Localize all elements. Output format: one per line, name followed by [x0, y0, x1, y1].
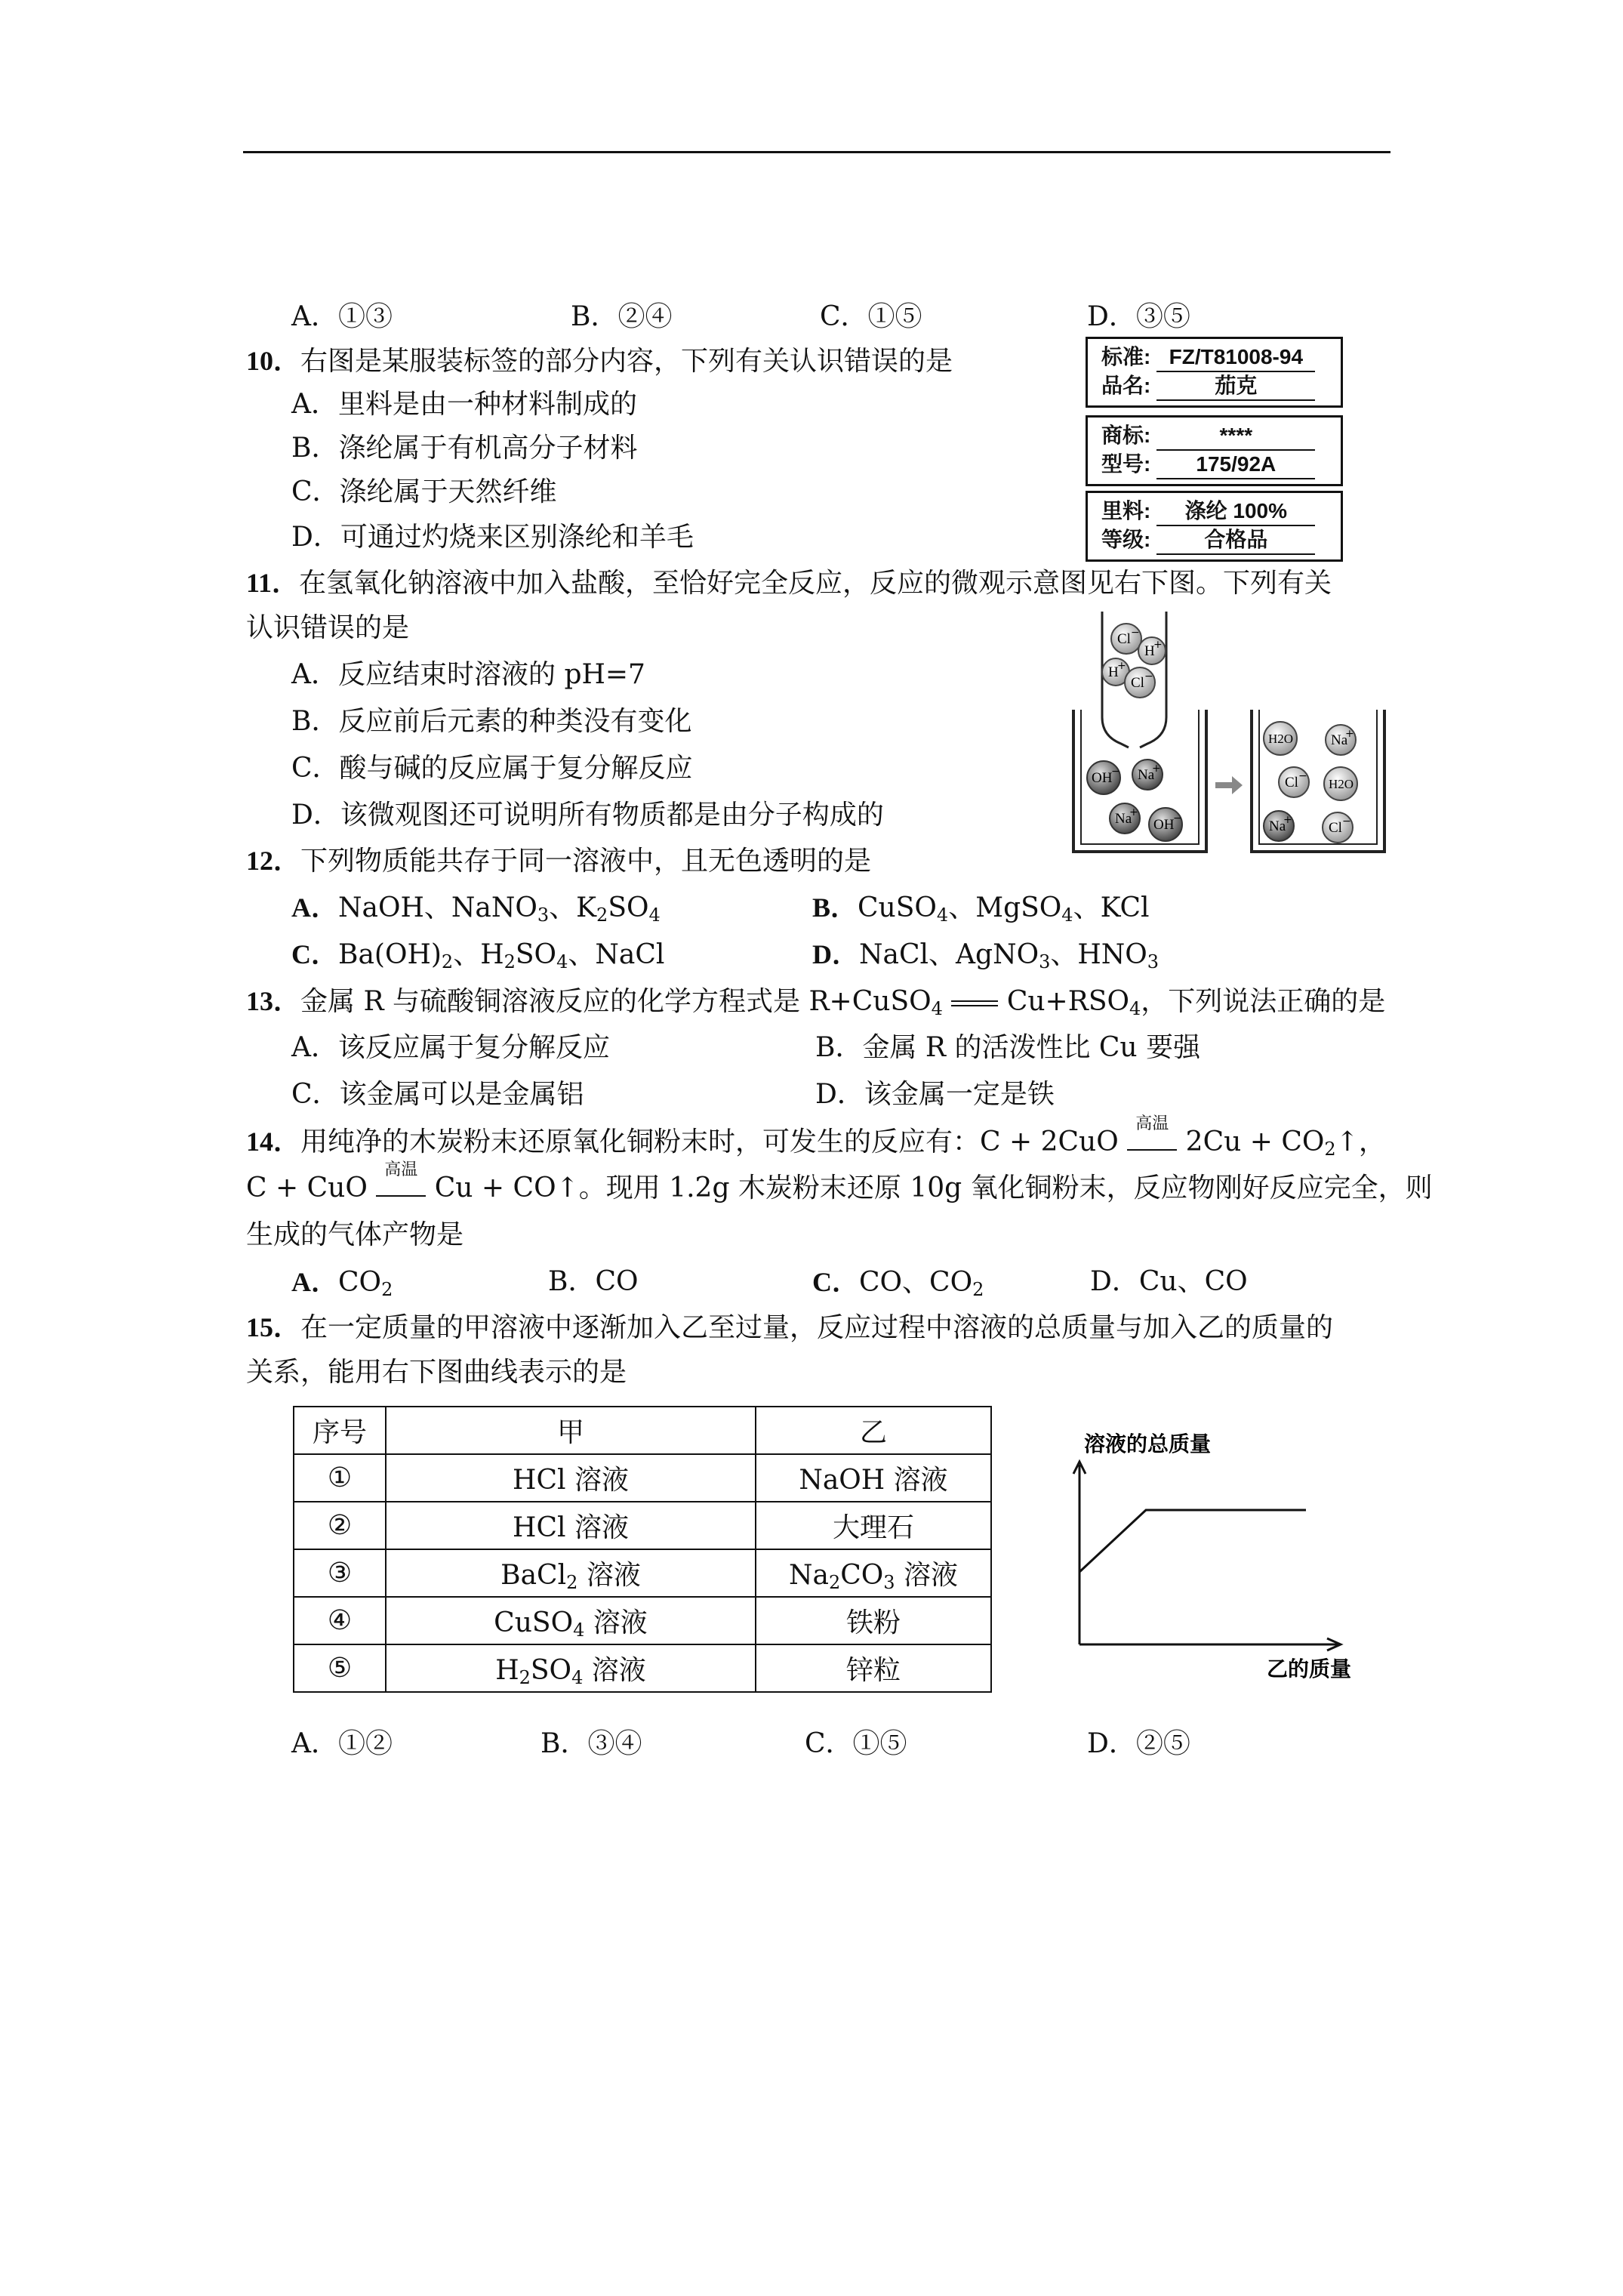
mass-graph	[1057, 1419, 1374, 1691]
q13-option-a[interactable]: A．该反应属于复分解反应	[291, 1032, 610, 1063]
q9-option-a[interactable]: A．①③	[291, 301, 393, 332]
molecule-label-h2o: H2O	[1268, 732, 1294, 746]
charge-minus: −	[1131, 627, 1140, 639]
neutralization-diagram	[1064, 604, 1389, 861]
charge-minus: −	[1111, 766, 1120, 778]
q13-option-d[interactable]: D．该金属一定是铁	[815, 1079, 1055, 1110]
table-row	[294, 1549, 991, 1597]
table-header: 甲	[386, 1407, 756, 1454]
reaction-condition: 高温	[376, 1180, 426, 1197]
table-cell: ③	[294, 1549, 386, 1597]
q10-stem: 10．右图是某服装标签的部分内容，下列有关认识错误的是	[246, 346, 953, 377]
table-cell: 锌粒	[756, 1644, 991, 1692]
clothing-label-box-1	[1086, 337, 1343, 408]
molecule-label-h2o: H2O	[1329, 777, 1354, 791]
q13-option-b[interactable]: B．金属 R 的活泼性比 Cu 要强	[815, 1032, 1201, 1063]
q14-line1: 14．用纯净的木炭粉末还原氧化铜粉末时，可发生的反应有：C + 2CuO 高温 $2Cu + CO_2↑$，	[246, 1114, 1386, 1160]
table-cell: ②	[294, 1502, 386, 1549]
q12-option-d[interactable]: D．NaCl、AgNO$_3$、$HNO_3$	[812, 939, 1160, 972]
clothing-label-box-3	[1086, 491, 1343, 562]
label-lining: 里料: 涤纶 100%	[1101, 498, 1315, 525]
ion-label-cl: Cl	[1285, 775, 1298, 791]
charge-plus: +	[1153, 639, 1163, 651]
table-cell: BaCl$_2$ 溶液	[386, 1549, 756, 1597]
q15-option-d[interactable]: D．②⑤	[1087, 1728, 1190, 1759]
table-cell: $Na_2CO_3$ 溶液	[756, 1549, 991, 1597]
q15-stem-line1: 15．在一定质量的甲溶液中逐渐加入乙至过量，反应过程中溶液的总质量与加入乙的质量的	[246, 1312, 1334, 1343]
table-row	[294, 1597, 991, 1644]
ion-label-h: H	[1144, 643, 1155, 659]
table-row	[294, 1454, 991, 1502]
q14-option-a[interactable]: A．$CO_2$	[291, 1267, 393, 1300]
table-header: 乙	[756, 1407, 991, 1454]
q11-stem-line1: 11．在氢氧化钠溶液中加入盐酸，至恰好完全反应，反应的微观示意图见右下图。下列有关	[246, 568, 1332, 599]
ion-label-cl: Cl	[1131, 675, 1144, 691]
q10-option-d[interactable]: D．可通过灼烧来区别涤纶和羊毛	[291, 522, 694, 553]
ion-label-oh: OH	[1092, 770, 1113, 786]
charge-plus: +	[1129, 806, 1138, 818]
charge-plus: +	[1283, 814, 1292, 826]
ion-label-na: Na	[1331, 732, 1348, 748]
table-row	[294, 1644, 991, 1692]
q14-option-d[interactable]: D．Cu、CO	[1090, 1266, 1248, 1297]
table-cell: ⑤	[294, 1644, 386, 1692]
clothing-label-box-2	[1086, 415, 1343, 486]
reaction-condition: 高温	[1127, 1134, 1177, 1151]
q15-stem-line2: 关系，能用右下图曲线表示的是	[246, 1357, 627, 1388]
table-cell: ①	[294, 1454, 386, 1502]
table-row	[294, 1502, 991, 1549]
ion-label-cl: Cl	[1117, 631, 1131, 647]
table-cell: CuSO$_4$ 溶液	[386, 1597, 756, 1644]
q14-option-c[interactable]: C．CO、$CO_2$	[812, 1267, 984, 1300]
q11-option-a[interactable]: A．反应结束时溶液的 pH=7	[291, 659, 645, 690]
charge-minus: −	[1173, 812, 1182, 824]
graph-ylabel: 溶液的总质量	[1084, 1432, 1212, 1456]
table-cell: 大理石	[756, 1502, 991, 1549]
graph-xlabel: 乙的质量	[1267, 1657, 1352, 1681]
q15-option-c[interactable]: C．①⑤	[805, 1728, 907, 1759]
table-cell: HCl 溶液	[386, 1502, 756, 1549]
q15-table	[293, 1406, 992, 1693]
q11-option-d[interactable]: D．该微观图还可说明所有物质都是由分子构成的	[291, 800, 884, 831]
q11-option-b[interactable]: B．反应前后元素的种类没有变化	[291, 706, 692, 737]
equals-sign	[951, 1000, 998, 1006]
table-cell: 铁粉	[756, 1597, 991, 1644]
q12-option-a[interactable]: A．NaOH、NaNO$_3$、$K_2SO_4$	[291, 892, 661, 926]
table-cell: ④	[294, 1597, 386, 1644]
charge-minus: −	[1144, 670, 1153, 683]
table-cell: $H_2SO_4$ 溶液	[386, 1644, 756, 1692]
ion-label-cl: Cl	[1329, 820, 1342, 836]
label-name: 品名: 茄克	[1101, 372, 1315, 399]
ion-label-na: Na	[1138, 767, 1155, 783]
table-header: 序号	[294, 1407, 386, 1454]
table-cell: NaOH 溶液	[756, 1454, 991, 1502]
charge-plus: +	[1117, 660, 1126, 672]
q10-option-b[interactable]: B．涤纶属于有机高分子材料	[291, 433, 638, 464]
label-standard: 标准: FZ/T81008-94	[1101, 344, 1315, 371]
header-rule	[243, 151, 1390, 153]
q13-stem: 13．金属 R 与硫酸铜溶液反应的化学方程式是 R+CuSO$_4$ $Cu+RSO_4$，下列说法正确的是	[246, 986, 1386, 1019]
label-grade: 等级: 合格品	[1101, 526, 1315, 553]
table-cell: HCl 溶液	[386, 1454, 756, 1502]
q14-line2: C + CuO 高温 Cu + CO↑。现用 1.2g 木炭粉末还原 10g 氧化铜粉末，反应物刚好反应完全，则	[246, 1160, 1433, 1203]
q11-option-c[interactable]: C．酸与碱的反应属于复分解反应	[291, 753, 693, 784]
q12-option-c[interactable]: C．$Ba(OH)_2$、$H_2SO_4$、NaCl	[291, 939, 665, 972]
q12-option-b[interactable]: B．CuSO$_4$、MgSO$_4$、KCl	[812, 892, 1150, 926]
label-brand: 商标: ****	[1101, 422, 1315, 449]
q15-option-b[interactable]: B．③④	[540, 1728, 642, 1759]
reaction-arrow-icon	[1215, 776, 1243, 794]
mass-curve	[1079, 1510, 1306, 1572]
table-header-row	[294, 1407, 991, 1454]
q9-option-d[interactable]: D．③⑤	[1087, 301, 1190, 332]
q9-option-c[interactable]: C．①⑤	[820, 301, 922, 332]
q10-option-a[interactable]: A．里料是由一种材料制成的	[291, 389, 637, 420]
charge-plus: +	[1345, 728, 1354, 740]
q14-line3: 生成的气体产物是	[246, 1219, 464, 1250]
ion-label-h: H	[1108, 664, 1119, 680]
label-model: 型号: 175/92A	[1101, 451, 1315, 478]
ion-label-na: Na	[1115, 811, 1132, 827]
ion-label-na: Na	[1269, 818, 1286, 834]
q9-option-b[interactable]: B．②④	[571, 301, 673, 332]
charge-plus: +	[1152, 763, 1161, 775]
q14-option-b[interactable]: B．CO	[548, 1266, 639, 1297]
q15-option-a[interactable]: A．①②	[291, 1728, 393, 1759]
ion-label-oh: OH	[1153, 817, 1175, 833]
charge-minus: −	[1298, 770, 1307, 782]
q11-stem-line2: 认识错误的是	[246, 612, 410, 643]
q12-stem: 12．下列物质能共存于同一溶液中，且无色透明的是	[246, 846, 872, 877]
q13-option-c[interactable]: C．该金属可以是金属铝	[291, 1079, 584, 1110]
charge-minus: −	[1342, 815, 1351, 827]
q10-option-c[interactable]: C．涤纶属于天然纤维	[291, 476, 557, 507]
